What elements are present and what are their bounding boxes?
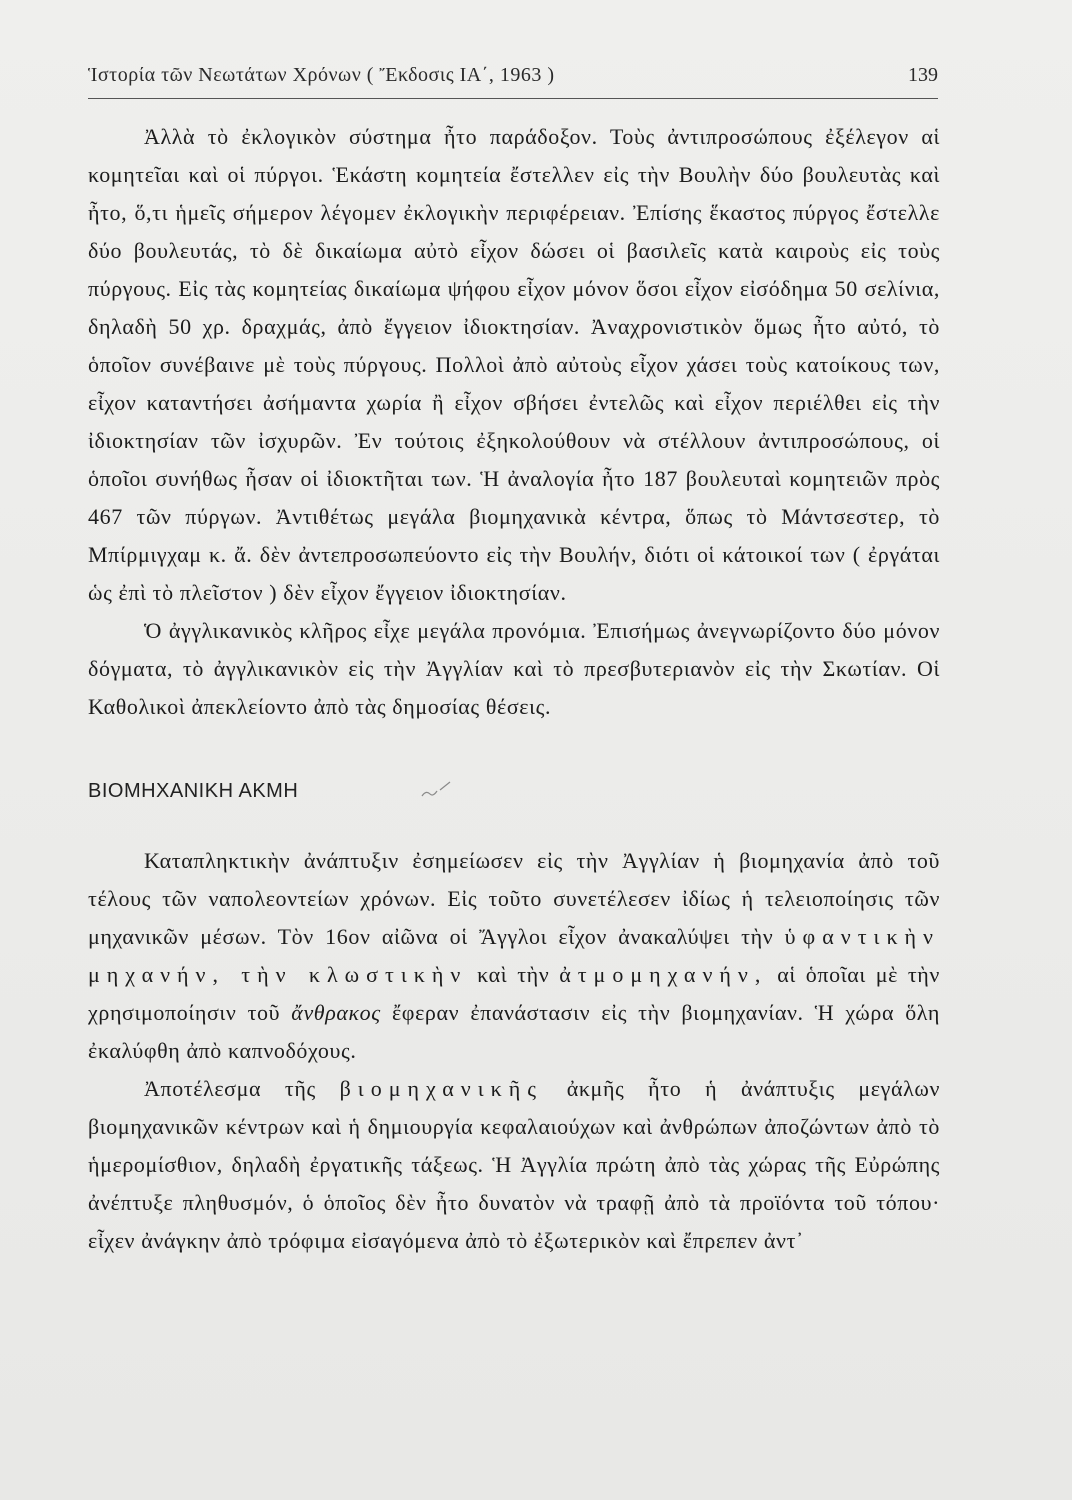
emphasis-industrial: βιομηχανικῆς	[339, 1076, 543, 1101]
paragraph-electoral-system: Ἀλλὰ τὸ ἐκλογικὸν σύστημα ἦτο παράδοξον. Τοὺς ἀντιπροσώπους ἐξέλεγον αἱ κομητεῖαι καὶ οἱ πύργοι. Ἑκάστη κομητεία ἔστελλεν εἰς τὴν Βουλὴν δύο βουλευτὰς καὶ ἦτο, ὅ,τι ἡμεῖς σήμερον λέγομεν ἐκλογικὴν περιφέρειαν. Ἐπίσης ἕκαστος πύργος ἔστελλε δύο βουλευτάς, τὸ δὲ δικαίωμα αὐτὸ εἶχον δώσει οἱ βασιλεῖς κατὰ καιροὺς εἰς τοὺς πύργους. Εἰς τὰς κομητείας δικαίωμα ψήφου εἶχον μόνον ὅσοι εἶχον εἰσόδημα 50 σελίνια, δηλαδὴ 50 χρ. δραχμάς, ἀπὸ ἔγγειον ἰδιοκτησίαν. Ἀναχρονιστικὸν ὅμως ἦτο αὐτό, τὸ ὁποῖον συνέβαινε μὲ τοὺς πύργους. Πολλοὶ ἀπὸ αὐτοὺς εἶχον χάσει τοὺς κατοίκους των, εἶχον καταντήσει ἀσήμαντα χωρία ἢ εἶχον σβήσει ἐντελῶς καὶ εἶχον περιέλθει εἰς τὴν ἰδιοκτησίαν τῶν ἰσχυρῶν. Ἐν τούτοις ἐξηκολούθουν νὰ στέλλουν ἀντιπροσώπους, οἱ ὁποῖοι συνήθως ἦσαν οἱ ἰδιοκτῆται των. Ἡ ἀναλογία ἦτο 187 βουλευταὶ κομητειῶν πρὸς 467 τῶν πύργων. Ἀντιθέτως μεγάλα βιομηχανικὰ κέντρα, ὅπως τὸ Μάντσεστερ, τὸ Μπίρμιγχαμ κ. ἄ. δὲν ἀντεπροσωπεύοντο εἰς τὴν Βουλήν, διότι οἱ κάτοικοί των ( ἐργάται ὡς ἐπὶ τὸ πλεῖστον ) δὲν εἶχον ἔγγειον ἰδιοκτησίαν.	[88, 124, 940, 605]
page-body	[88, 118, 940, 1260]
running-header	[88, 58, 938, 99]
emphasis-coal: ἄνθρακος	[291, 1000, 381, 1025]
emphasis-steam-engine: ἀτμομηχανήν,	[559, 962, 768, 987]
paragraph-industrial-growth-part-1: Καταπληκτικὴν ἀνάπτυξιν ἐσημείωσεν εἰς τὴν Ἀγγλίαν ἡ βιομηχανία ἀπὸ τοῦ τέλους τῶν ναπολεοντείων χρόνων. Εἰς τοῦτο συνετέλεσεν ἰδίως ἡ τελειοποίησις τῶν μηχανικῶν μέσων. Τὸν 16ον αἰῶνα οἱ Ἄγγλοι εἶχον ἀνακαλύψει τὴν	[88, 848, 940, 949]
paragraph-anglican-clergy: Ὁ ἀγγλικανικὸς κλῆρος εἶχε μεγάλα προνόμια. Ἐπισήμως ἀνεγνωρίζοντο δύο μόνον δόγματα, τὸ ἀγγλικανικὸν εἰς τὴν Ἀγγλίαν καὶ τὸ πρεσβυτεριανὸν εἰς τὴν Σκωτίαν. Οἱ Καθολικοὶ ἀπεκλείοντο ἀπὸ τὰς δημοσίας θέσεις.	[88, 618, 940, 719]
paragraph-industrial-growth-part-3: αἱ ὁποῖαι μὲ τὴν χρησιμοποίησιν τοῦ	[88, 962, 940, 1025]
paragraph-industrial-result-part-1: Ἀποτέλεσμα τῆς	[144, 1076, 316, 1101]
running-title: Ἱστορία τῶν Νεωτάτων Χρόνων ( Ἔκδοσις ΙΑ΄, 1963 )	[88, 64, 555, 86]
paragraph-industrial-growth-part-2: καὶ τὴν	[477, 962, 550, 987]
paragraph-industrial-result-part-2: ἀκμῆς ἦτο ἡ ἀνάπτυξις μεγάλων βιομηχανικῶν κέντρων καὶ ἡ δημιουργία κεφαλαιούχων καὶ ἀνθρώπων ἀποζώντων ἀπὸ τὸ ἡμερομίσθιον, δηλαδὴ ἐργατικῆς τάξεως. Ἡ Ἀγγλία πρώτη ἀπὸ τὰς χώρας τῆς Εὐρώπης ἀνέπτυξε πληθυσμόν, ὁ ὁποῖος δὲν ἦτο δυνατὸν νὰ τραφῇ ἀπὸ τὰ προϊόντα τοῦ τόπου· εἶχεν ἀνάγκην ἀπὸ τρόφιμα εἰσαγόμενα ἀπὸ τὸ ἐξωτερικὸν καὶ ἔπρεπεν ἀντ᾽	[88, 1076, 940, 1253]
section-heading-text: ΒΙΟΜΗΧΑΝΙΚΗ ΑΚΜΗ	[88, 780, 299, 802]
paragraph-industrial-growth-part-4: ἔφεραν ἐπανάστασιν εἰς τὴν βιομηχανίαν. Ἡ χώρα ὅλη ἐκαλύφθη ἀπὸ καπνοδόχους.	[88, 1000, 940, 1063]
section-heading	[88, 776, 940, 806]
emphasis-machines: ὑφαντικὴν μηχανήν, τὴν κλωστικὴν	[88, 924, 940, 987]
paragraph-industrial-growth	[88, 842, 940, 1070]
pencil-mark-icon	[416, 778, 456, 802]
paragraph-industrial-result	[88, 1070, 940, 1260]
page-number: 139	[908, 64, 938, 86]
